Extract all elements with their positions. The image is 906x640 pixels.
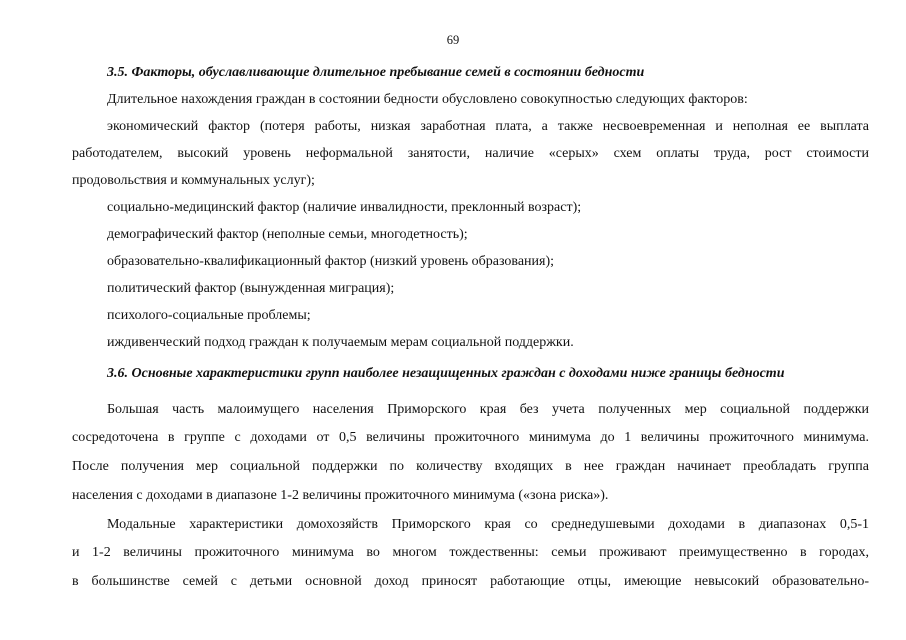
page-number: 69 <box>446 33 460 47</box>
paragraph-1-line-4: населения с доходами в диапазоне 1-2 величины прожиточного минимума («зона риска»). <box>72 488 609 503</box>
factor-item: демографический фактор (неполные семьи, многодетность); <box>107 227 468 242</box>
paragraph-2-line-3: в большинстве семей с детьми основной доход приносят работающие отцы, имеющие невысокий образовательно- <box>72 574 869 589</box>
paragraph-2-line-1: Модальные характеристики домохозяйств Приморского края со среднедушевыми доходами в диапазонах 0,5-1 <box>107 517 869 532</box>
economic-factor-line-2: работодателем, высокий уровень неформальной занятости, наличие «серых» схем оплаты труда, рост стоимости <box>72 146 869 161</box>
paragraph-2-line-2: и 1-2 величины прожиточного минимума во многом тождественны: семьи проживают преимущественно в городах, <box>72 545 869 560</box>
factor-item: иждивенческий подход граждан к получаемым мерам социальной поддержки. <box>107 335 574 350</box>
factor-item: психолого-социальные проблемы; <box>107 308 311 323</box>
paragraph-1-line-1: Большая часть малоимущего населения Приморского края без учета полученных мер социальной поддержки <box>107 402 869 417</box>
economic-factor-line-1: экономический фактор (потеря работы, низкая заработная плата, а также несвоевременная и неполная ее выплата <box>107 119 869 134</box>
intro-paragraph: Длительное нахождения граждан в состоянии бедности обусловлено совокупностью следующих факторов: <box>107 92 748 107</box>
economic-factor-line-3: продовольствия и коммунальных услуг); <box>72 173 315 188</box>
section-heading-3-6: 3.6. Основные характеристики групп наиболее незащищенных граждан с доходами ниже границы бедности <box>107 366 785 381</box>
paragraph-1-line-3: После получения мер социальной поддержки по количеству входящих в нее граждан начинает преобладать группа <box>72 459 869 474</box>
section-heading-3-5: 3.5. Факторы, обуславливающие длительное пребывание семей в состоянии бедности <box>107 65 645 80</box>
factor-item: образовательно-квалификационный фактор (низкий уровень образования); <box>107 254 555 269</box>
factor-item: социально-медицинский фактор (наличие инвалидности, преклонный возраст); <box>107 200 582 215</box>
paragraph-1-line-2: сосредоточена в группе с доходами от 0,5 величины прожиточного минимума до 1 величины прожиточного минимума. <box>72 430 869 445</box>
factor-item: политический фактор (вынужденная миграция); <box>107 281 395 296</box>
